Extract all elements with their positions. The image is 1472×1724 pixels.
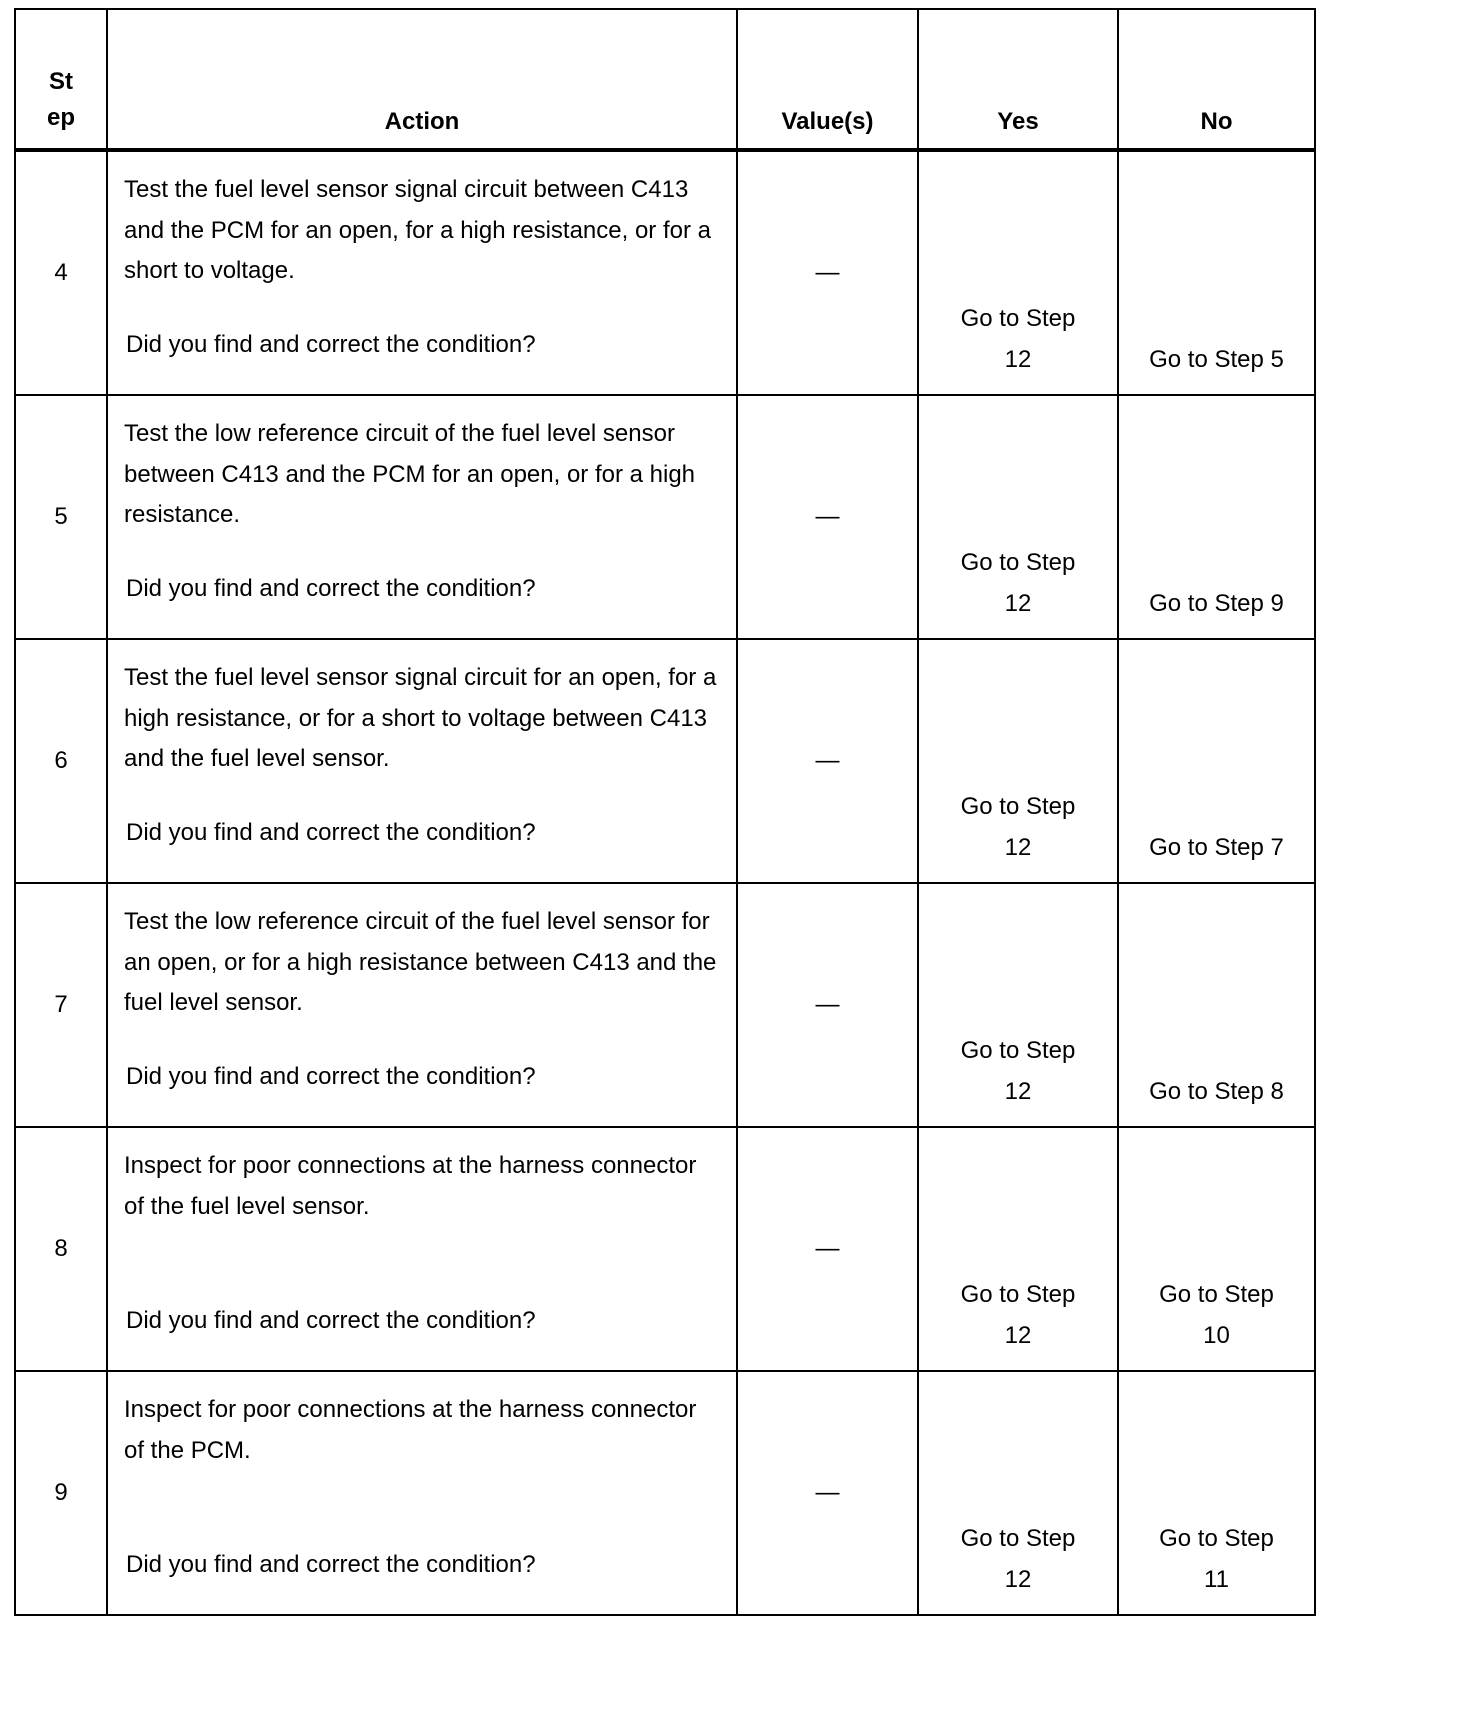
table-row — [15, 1127, 1315, 1371]
action-text: Test the low reference circuit of the fuel level sensor for an open, or for a high resistance between C413 and the fuel level sensor. — [124, 908, 717, 1016]
no-cell — [1118, 395, 1315, 639]
action-cell — [107, 639, 737, 883]
no-goto-line1: Go to Step 5 — [1149, 345, 1284, 373]
value-cell: — — [737, 1371, 918, 1615]
action-text: Inspect for poor connections at the harness connector of the PCM. — [124, 1396, 697, 1464]
step-number: 7 — [15, 883, 107, 1127]
action-question: Did you find and correct the condition? — [126, 1551, 536, 1578]
step-number: 9 — [15, 1371, 107, 1615]
yes-goto-line1: Go to Step — [960, 305, 1076, 332]
no-goto-line1: Go to Step 9 — [1149, 589, 1284, 617]
step-number: 8 — [15, 1127, 107, 1371]
yes-goto-line1: Go to Step — [960, 793, 1076, 820]
table-header — [15, 9, 1315, 150]
no-cell — [1118, 1371, 1315, 1615]
yes-column-header: Yes — [918, 9, 1118, 150]
action-text: Test the low reference circuit of the fuel level sensor between C413 and the PCM for an open, or for a high resistance. — [124, 420, 696, 528]
value-cell: — — [737, 883, 918, 1127]
yes-goto-line2: 12 — [1004, 833, 1032, 861]
step-column-header — [15, 9, 107, 150]
action-text: Test the fuel level sensor signal circuit for an open, for a high resistance, or for a short to voltage between C413 and the fuel level sensor. — [124, 664, 717, 772]
action-question: Did you find and correct the condition? — [126, 1307, 536, 1334]
no-goto-line1: Go to Step 8 — [1149, 1077, 1284, 1105]
value-cell: — — [737, 395, 918, 639]
no-goto-line1: Go to Step — [1159, 1281, 1274, 1308]
action-cell — [107, 883, 737, 1127]
table-row — [15, 150, 1315, 395]
no-column-header: No — [1118, 9, 1315, 150]
table-row — [15, 883, 1315, 1127]
action-text: Test the fuel level sensor signal circuit between C413 and the PCM for an open, for a high resistance, or for a short to voltage. — [124, 176, 711, 284]
yes-cell — [918, 1371, 1118, 1615]
table-row — [15, 1371, 1315, 1615]
yes-cell — [918, 639, 1118, 883]
no-cell — [1118, 883, 1315, 1127]
yes-goto-line1: Go to Step — [960, 549, 1076, 576]
step-number: 6 — [15, 639, 107, 883]
step-number: 4 — [15, 150, 107, 395]
action-cell — [107, 150, 737, 395]
yes-cell — [918, 883, 1118, 1127]
step-header-line1: St — [49, 68, 73, 95]
action-question: Did you find and correct the condition? — [126, 575, 536, 602]
step-header-line2: ep — [46, 104, 75, 131]
table-body — [15, 150, 1315, 1615]
no-cell — [1118, 639, 1315, 883]
value-cell: — — [737, 1127, 918, 1371]
action-cell — [107, 1127, 737, 1371]
yes-cell — [918, 1127, 1118, 1371]
action-question: Did you find and correct the condition? — [126, 819, 536, 846]
no-goto-line2: 11 — [1204, 1565, 1229, 1593]
yes-goto-line1: Go to Step — [960, 1281, 1076, 1308]
yes-goto-line2: 12 — [1004, 1565, 1032, 1593]
yes-goto-line2: 12 — [1004, 589, 1032, 617]
action-cell — [107, 395, 737, 639]
table-row — [15, 639, 1315, 883]
yes-goto-line1: Go to Step — [960, 1037, 1076, 1064]
diagnostic-steps-table — [14, 8, 1316, 1616]
action-text: Inspect for poor connections at the harness connector of the fuel level sensor. — [124, 1152, 697, 1220]
header-row — [15, 9, 1315, 150]
yes-goto-line1: Go to Step — [960, 1525, 1076, 1552]
value-cell: — — [737, 639, 918, 883]
no-goto-line1: Go to Step — [1159, 1525, 1274, 1552]
no-cell — [1118, 150, 1315, 395]
action-column-header: Action — [107, 9, 737, 150]
yes-goto-line2: 12 — [1004, 1077, 1032, 1105]
step-number: 5 — [15, 395, 107, 639]
value-cell: — — [737, 150, 918, 395]
yes-cell — [918, 395, 1118, 639]
no-goto-line2: 10 — [1203, 1321, 1230, 1349]
table-row — [15, 395, 1315, 639]
no-cell — [1118, 1127, 1315, 1371]
yes-goto-line2: 12 — [1004, 345, 1032, 373]
yes-cell — [918, 150, 1118, 395]
action-cell — [107, 1371, 737, 1615]
action-question: Did you find and correct the condition? — [126, 1063, 536, 1090]
yes-goto-line2: 12 — [1004, 1321, 1032, 1349]
action-question: Did you find and correct the condition? — [126, 331, 536, 358]
values-column-header: Value(s) — [737, 9, 918, 150]
no-goto-line1: Go to Step 7 — [1149, 833, 1284, 861]
